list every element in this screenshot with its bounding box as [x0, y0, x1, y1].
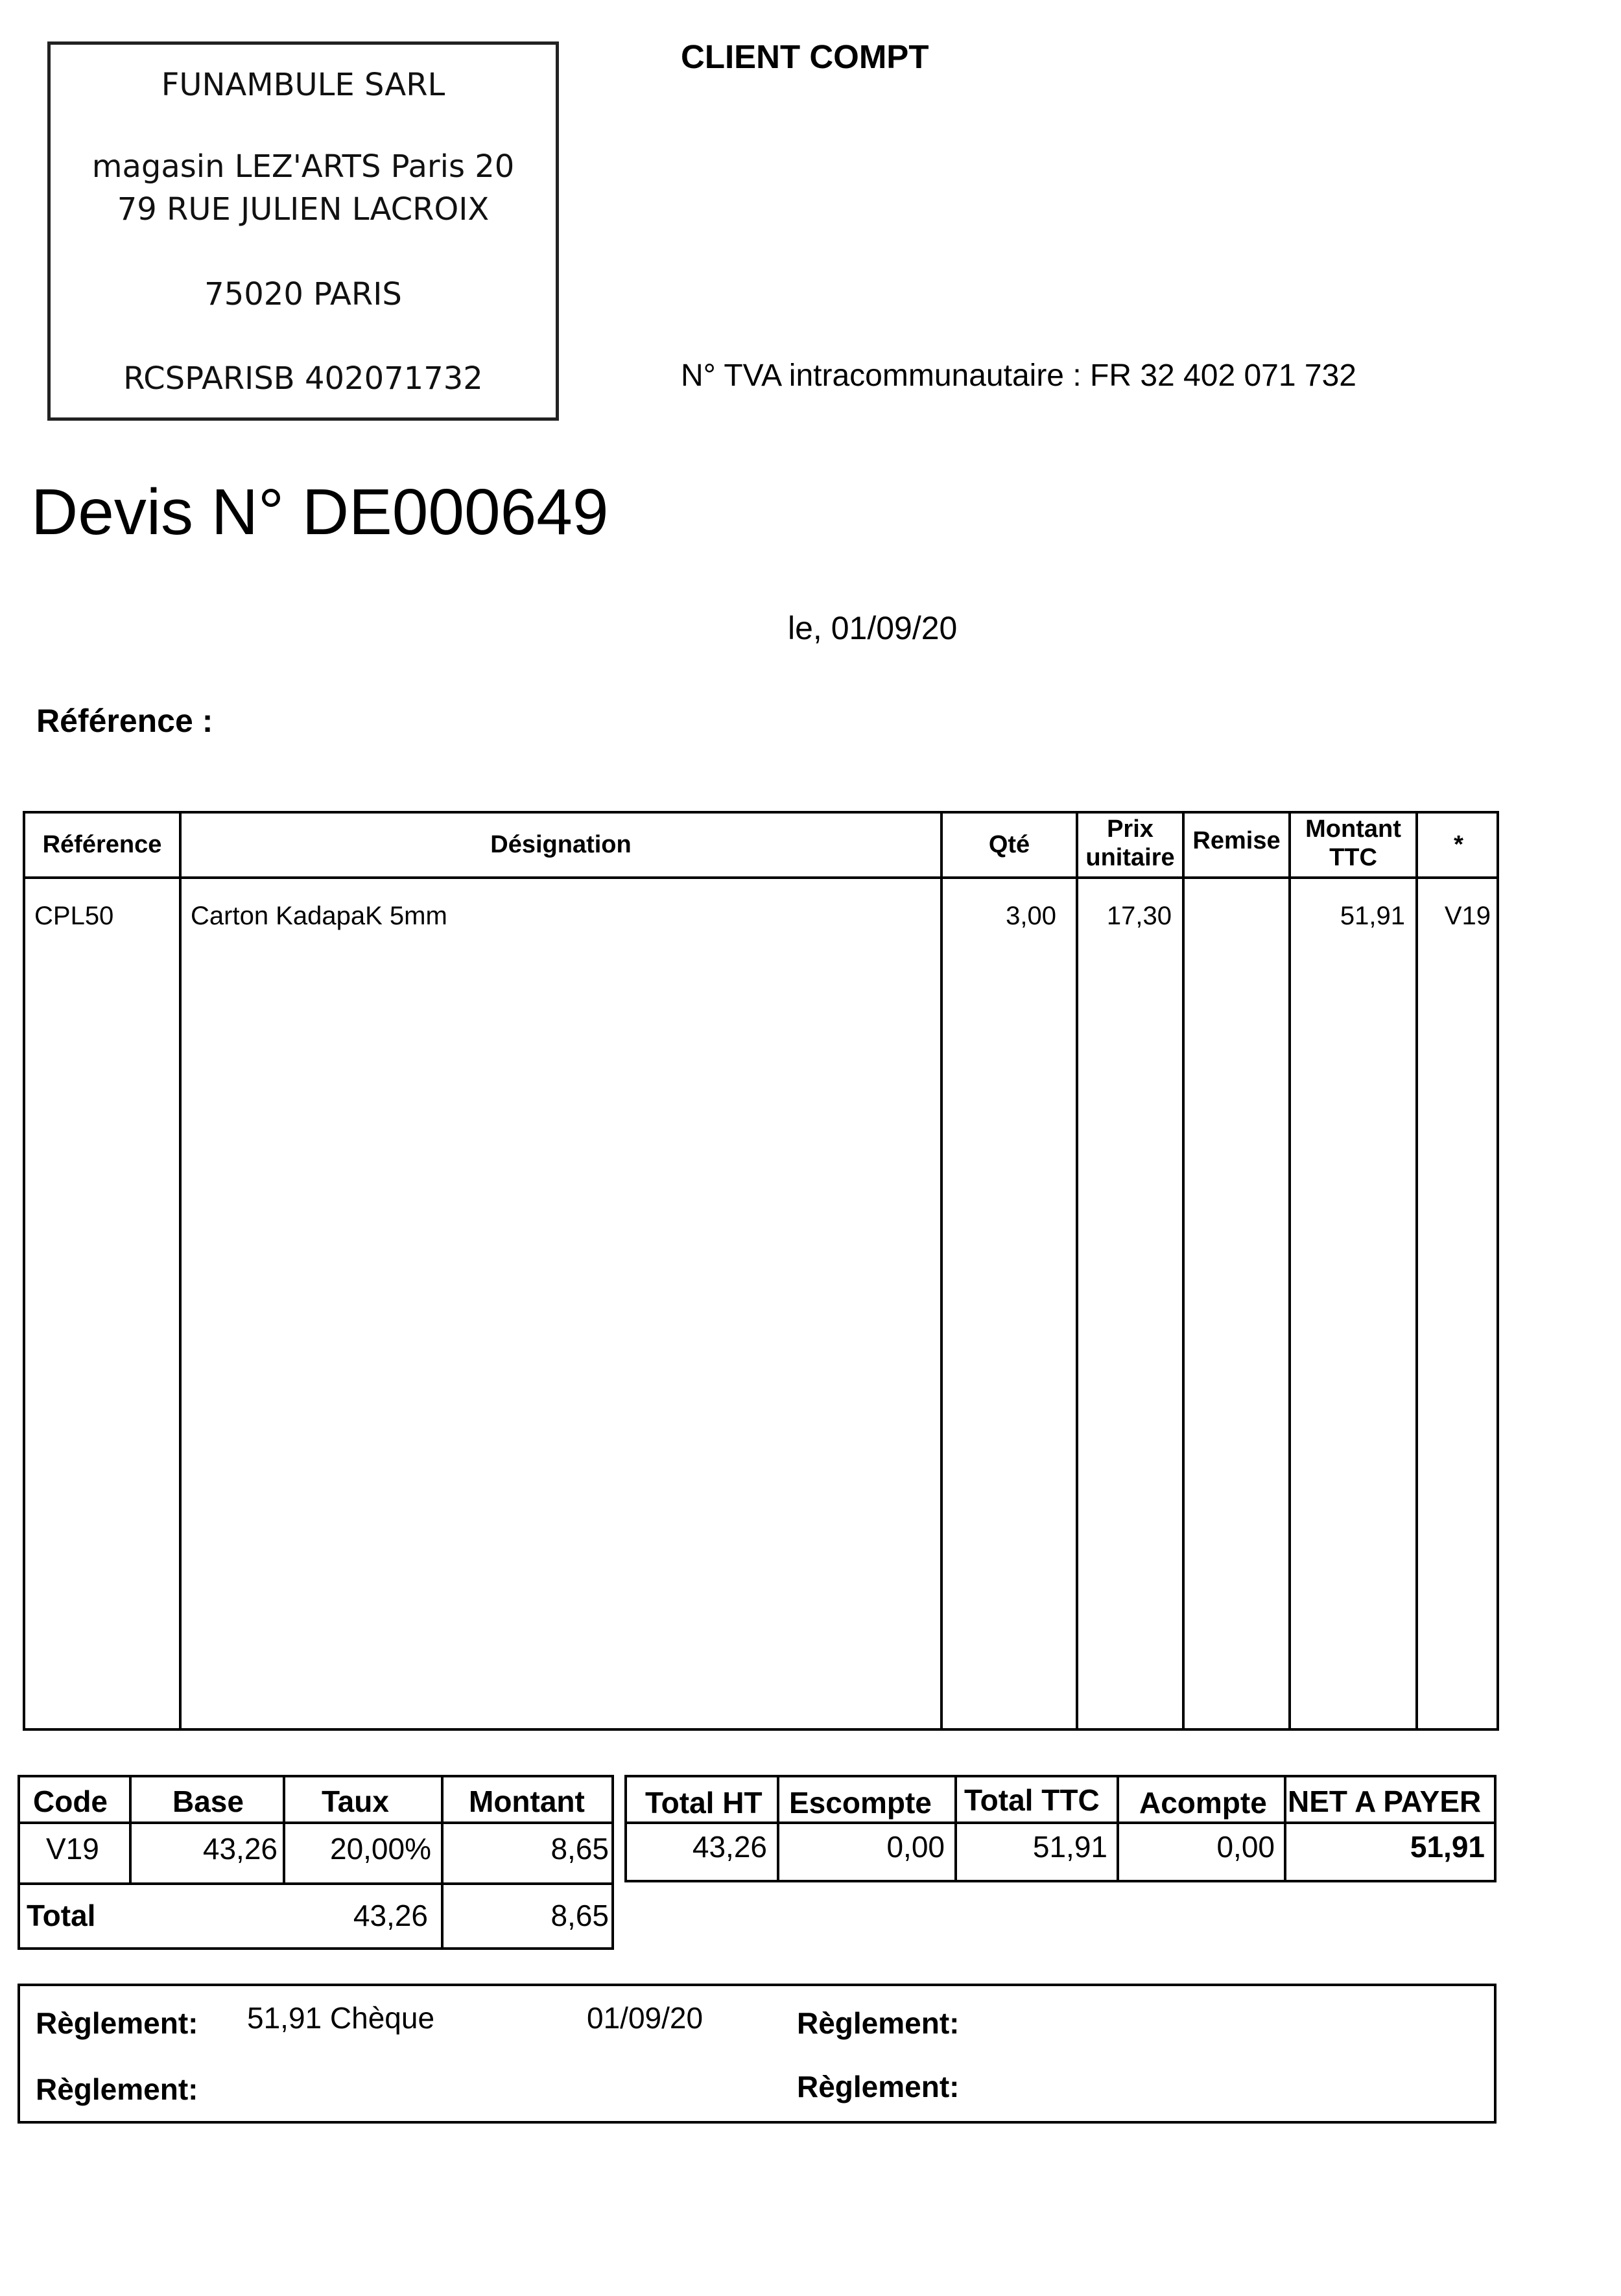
payment-box: [18, 1984, 1497, 2124]
client-title: CLIENT COMPT: [681, 38, 929, 75]
page-title: Devis N° DE000649: [31, 476, 609, 548]
totals-acompte: 0,00: [1216, 1830, 1275, 1864]
totals-header-acompte: Acompte: [1139, 1786, 1267, 1820]
header-reference: Référence: [42, 831, 162, 858]
vat-header-rate: Taux: [322, 1785, 389, 1818]
payment-entry-amount: 51,91 Chèque: [247, 2001, 435, 2035]
totals-header-escompte: Escompte: [789, 1786, 932, 1820]
totals-escompte: 0,00: [886, 1830, 945, 1864]
totals-ttc: 51,91: [1032, 1830, 1107, 1864]
payment-label-3: Règlement:: [36, 2072, 198, 2106]
payment-label-2: Règlement:: [797, 2006, 960, 2040]
vat-header-base: Base: [172, 1785, 244, 1818]
header-code: *: [1454, 831, 1463, 858]
vat-header-code: Code: [33, 1785, 108, 1818]
reference-label: Référence :: [36, 703, 213, 739]
header-amount: [1291, 815, 1415, 872]
company-shop: magasin LEZ'ARTS Paris 20: [91, 148, 515, 185]
totals-header-ttc: Total TTC: [964, 1783, 1100, 1817]
cell-reference: CPL50: [34, 902, 114, 930]
header-amount-line1: Montant: [1305, 815, 1401, 843]
vat-table: [18, 1775, 614, 1950]
vat-header-amount: Montant: [469, 1785, 585, 1818]
payment-entry-date: 01/09/20: [587, 2001, 704, 2035]
vat-total-base: 43,26: [353, 1899, 428, 1932]
vat-rate: 20,00%: [329, 1832, 431, 1866]
quote-date: le, 01/09/20: [788, 610, 958, 646]
header-amount-line2: TTC: [1329, 844, 1377, 871]
vat-total-label: Total: [27, 1899, 96, 1932]
payment-label-4: Règlement:: [797, 2070, 960, 2103]
vat-code: V19: [46, 1832, 99, 1866]
totals-net: 51,91: [1410, 1830, 1485, 1864]
tva-number: N° TVA intracommunautaire : FR 32 402 071 732: [681, 358, 1356, 393]
totals-header-ht: Total HT: [645, 1786, 763, 1820]
totals-header-net: NET A PAYER: [1288, 1785, 1482, 1818]
header-unit-price-line1: Prix: [1107, 815, 1154, 843]
cell-qty: 3,00: [1006, 902, 1056, 930]
header-qty: Qté: [988, 831, 1030, 858]
items-table: [23, 811, 1499, 1731]
company-city: 75020 PARIS: [204, 276, 402, 312]
cell-amount: 51,91: [1340, 902, 1405, 930]
payment-label-1: Règlement:: [36, 2006, 198, 2040]
totals-ht: 43,26: [692, 1830, 767, 1864]
vat-total-amount: 8,65: [550, 1899, 609, 1932]
cell-designation: Carton KadapaK 5mm: [191, 902, 447, 930]
vat-base: 43,26: [202, 1832, 278, 1866]
company-street: 79 RUE JULIEN LACROIX: [117, 191, 490, 228]
cell-unit-price: 17,30: [1106, 902, 1172, 930]
company-rcs: RCSPARISB 402071732: [123, 360, 483, 397]
totals-table: [624, 1775, 1497, 1882]
cell-code: V19: [1444, 902, 1491, 930]
header-discount: Remise: [1192, 827, 1281, 854]
company-name: FUNAMBULE SARL: [161, 67, 445, 103]
header-designation: Désignation: [490, 831, 632, 858]
header-unit-price: [1078, 815, 1182, 872]
header-unit-price-line2: unitaire: [1085, 844, 1175, 871]
company-box: [47, 41, 559, 421]
vat-amount: 8,65: [550, 1832, 609, 1866]
